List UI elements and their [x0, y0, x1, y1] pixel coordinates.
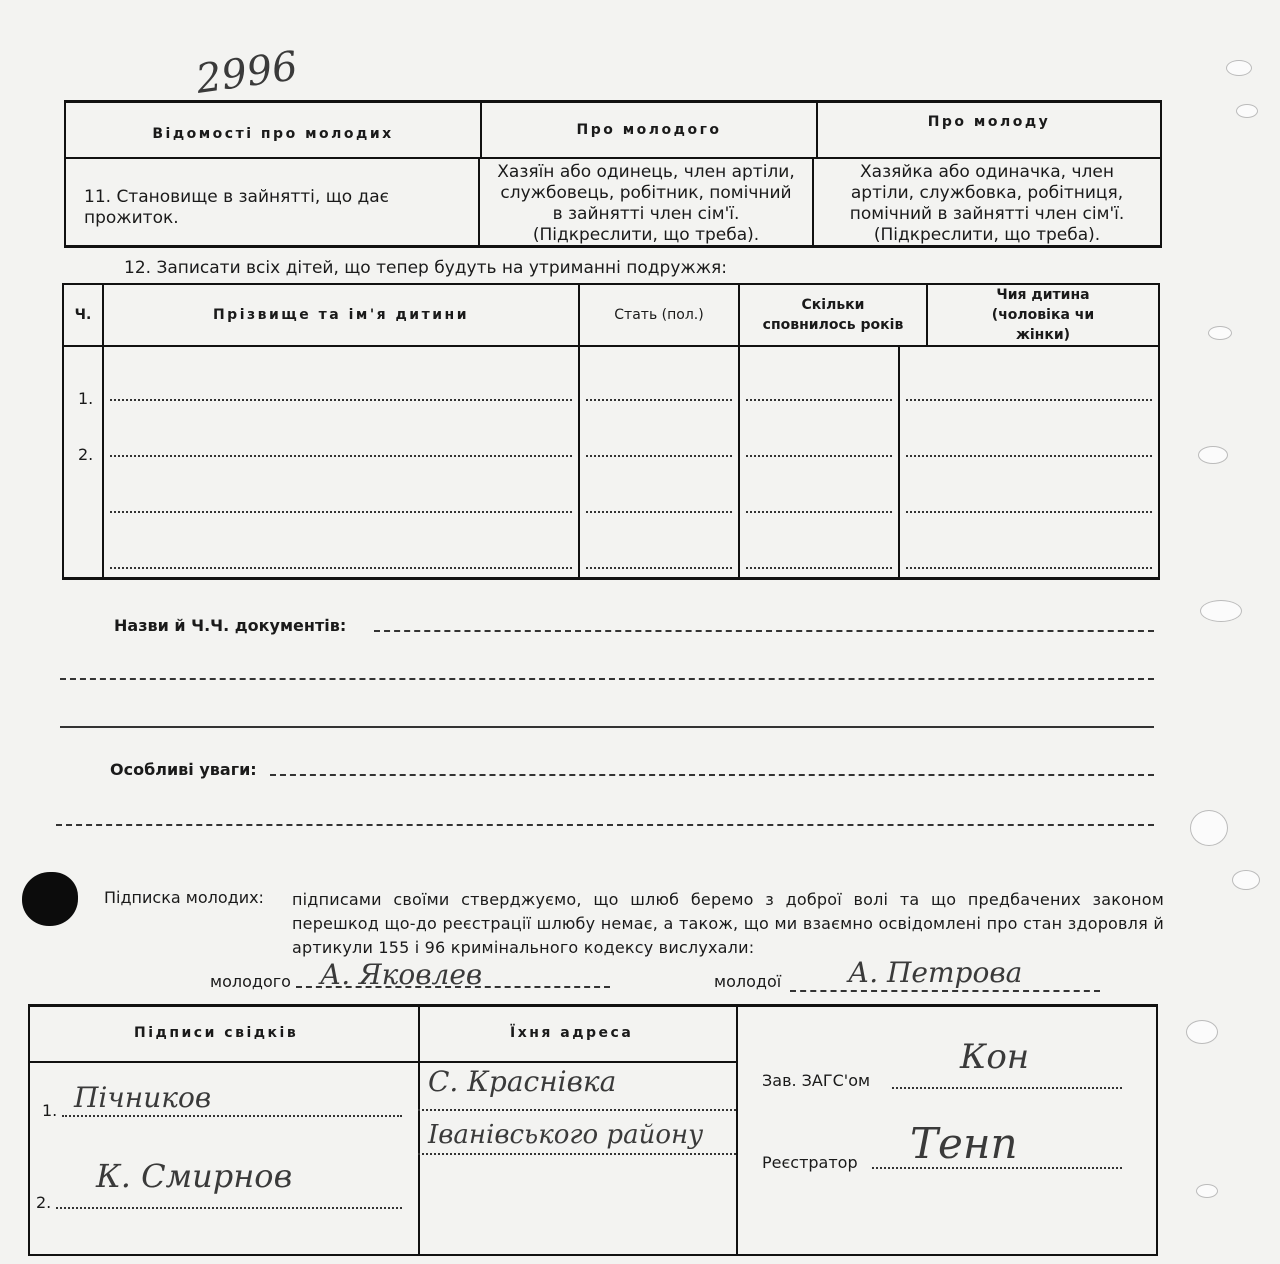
bride-signature: А. Петрова: [848, 956, 1023, 989]
bride-signature-label: молодої: [714, 972, 782, 991]
child-name-column[interactable]: [104, 347, 580, 577]
whose-child-column[interactable]: [900, 347, 1158, 577]
child-row-number: 2.: [78, 445, 94, 464]
info-table: [64, 100, 1162, 248]
witness-1-address: С. Краснівка: [428, 1065, 617, 1098]
col-child-name-header: Прізвище та ім'я дитини: [104, 285, 580, 345]
groom-signature: А. Яковлев: [320, 958, 483, 991]
documents-line[interactable]: [374, 630, 1154, 632]
binding-hole: [1190, 810, 1228, 846]
groom-signature-label: молодого: [210, 972, 291, 991]
binding-hole: [1196, 1184, 1218, 1198]
zags-head-signature-line[interactable]: [892, 1087, 1122, 1089]
col-age-header: Скільки сповнилось років: [740, 285, 928, 345]
documents-line[interactable]: [60, 726, 1154, 728]
witness-address-header: Їхня адреса: [510, 1025, 634, 1041]
zags-head-label: Зав. ЗАГС'ом: [762, 1071, 871, 1090]
remarks-label: Особливі уваги:: [110, 760, 257, 779]
binding-hole: [1186, 1020, 1218, 1044]
zags-head-signature: Кон: [960, 1037, 1030, 1077]
statement-label: Підписка молодих:: [104, 888, 264, 907]
witness-2-signature: К. Смирнов: [96, 1157, 293, 1195]
col-sex-header: Стать (пол.): [580, 285, 740, 345]
registrar-label: Реєстратор: [762, 1153, 858, 1172]
ink-blot: [22, 872, 78, 926]
archive-number: 2996: [193, 43, 301, 103]
age-column[interactable]: [740, 347, 900, 577]
documents-line[interactable]: [60, 678, 1154, 680]
remarks-line[interactable]: [270, 774, 1154, 776]
children-section-title: 12. Записати всіх дітей, що тепер будуть на утриманні подружжя:: [124, 258, 727, 278]
binding-hole: [1236, 104, 1258, 118]
binding-hole: [1232, 870, 1260, 890]
header-groom: Про молодого: [482, 103, 818, 157]
witness-2-signature-line[interactable]: [56, 1207, 402, 1209]
header-about-couple: Відомості про молодих: [66, 103, 482, 157]
binding-hole: [1208, 326, 1232, 340]
child-row-number: 1.: [78, 389, 94, 408]
children-table: [62, 283, 1160, 580]
witness-row-number: 1.: [42, 1101, 58, 1120]
witness-signatures-header: Підписи свідків: [134, 1025, 299, 1041]
witness-table: [28, 1004, 1158, 1256]
statement-text: підписами своїми стверджуємо, що шлюб беремо з доброї волі та що предбачених законом перешкод що-до реєстрації шлюбу немає, а також, що ми взаємно освідомлені про стан здоровля й артикули 155 і 96 кримінального кодексу вислухали:: [292, 890, 1164, 957]
bride-signature-line[interactable]: [790, 990, 1100, 992]
registrar-signature: Тенп: [910, 1119, 1018, 1168]
col-whose-child-header: Чия дитина (чоловіка чи жінки): [991, 287, 1095, 343]
groom-occupation-options: Хазяїн або одинець, член артіли, службовець, робітник, помічний в зайнятті член сім'ї. (Підкреслити, що треба).: [480, 159, 814, 245]
witness-row-number: 2.: [36, 1193, 52, 1212]
sex-column[interactable]: [580, 347, 740, 577]
remarks-line[interactable]: [56, 824, 1154, 826]
witness-2-address: Іванівського району: [428, 1120, 704, 1150]
binding-hole: [1200, 600, 1242, 622]
occupation-item-label: 11. Становище в зайнятті, що дає прожиток.: [66, 159, 480, 245]
binding-hole: [1226, 60, 1252, 76]
col-number-header: Ч.: [64, 285, 104, 345]
witness-1-signature-line[interactable]: [62, 1115, 402, 1117]
number-column: [64, 347, 104, 577]
witness-1-signature: Пічников: [74, 1081, 212, 1114]
bride-occupation-options: Хазяйка або одиначка, член артіли, службовка, робітниця, помічний в зайнятті член сім'ї. (Підкреслити, що треба).: [849, 162, 1125, 245]
header-bride: Про молоду: [927, 114, 1051, 130]
binding-hole: [1198, 446, 1228, 464]
documents-label: Назви й Ч.Ч. документів:: [114, 616, 347, 635]
